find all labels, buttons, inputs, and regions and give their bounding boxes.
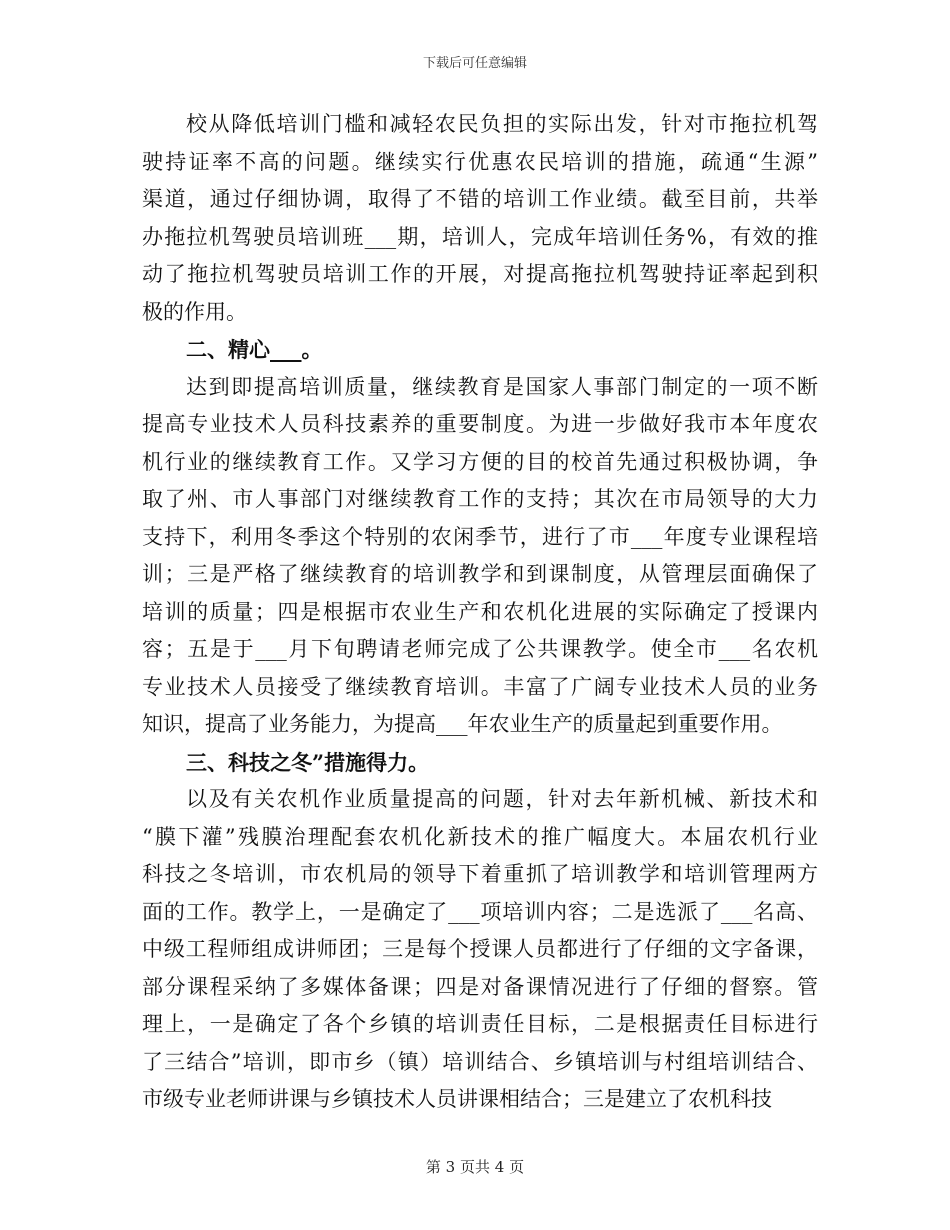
text-line: 培训的质量；四是根据市农业生产和农机化进展的实际确定了授课内 [142,599,818,624]
text-line: 取了州、市人事部门对继续教育工作的支持；其次在市局领导的大力 [142,487,818,511]
section-heading: 二、精心___。 [186,337,323,362]
text-line: 校从降低培训门槛和减轻农民负担的实际出发，针对市拖拉机驾 [186,112,818,136]
text-line: 科技之冬培训，市农机局的领导下着重抓了培训教学和培训管理两方 [142,862,818,886]
text-line: 极的作用。 [142,299,247,324]
paragraph [142,369,818,744]
text-line: 提高专业技术人员科技素养的重要制度。为进一步做好我市本年度农 [142,412,818,436]
text-line: 渠道，通过仔细协调，取得了不错的培训工作业绩。截至目前，共举 [142,187,818,211]
text-line: 驶持证率不高的问题。继续实行优惠农民培训的措施，疏通“生源” [142,149,818,174]
document-body [142,106,818,1119]
text-line: 动了拖拉机驾驶员培训工作的开展，对提高拖拉机驾驶持证率起到积 [142,262,818,286]
text-line: 市级专业老师讲课与乡镇技术人员讲课相结合；三是建立了农机科技 [142,1087,772,1111]
paragraph [142,781,818,1119]
text-line: 了三结合”培训，即市乡（镇）培训结合、乡镇培训与村组培训结合、 [142,1049,818,1074]
page-footer: 第 3 页共 4 页 [425,1158,525,1176]
text-line: 支持下，利用冬季这个特别的农闲季节，进行了市___年度专业课程培 [142,524,818,549]
text-line: 以及有关农机作业质量提高的问题，针对去年新机械、新技术和 [186,787,818,811]
text-line: 容；五是于___月下旬聘请老师完成了公共课教学。使全市___名农机 [142,637,818,661]
text-line: 理上，一是确定了各个乡镇的培训责任目标，二是根据责任目标进行 [142,1012,818,1036]
text-line: 机行业的继续教育工作。又学习方便的目的校首先通过积极协调，争 [142,449,818,474]
section-heading: 三、科技之冬”措施得力。 [186,749,430,775]
text-line: 面的工作。教学上，一是确定了___项培训内容；二是选派了___名高、 [142,899,818,924]
text-line: 达到即提高培训质量，继续教育是国家人事部门制定的一项不断 [186,374,818,399]
text-line: 部分课程采纳了多媒体备课；四是对备课情况进行了仔细的督察。管 [142,974,818,999]
text-line: 训；三是严格了继续教育的培训教学和到课制度，从管理层面确保了 [142,562,818,586]
text-line: 专业技术人员接受了继续教育培训。丰富了广阔专业技术人员的业务 [142,674,818,699]
text-line: 知识，提高了业务能力，为提高___年农业生产的质量起到重要作用。 [142,712,783,736]
text-line: 中级工程师组成讲师团；三是每个授课人员都进行了仔细的文字备课， [142,937,818,961]
text-line: “膜下灌”残膜治理配套农机化新技术的推广幅度大。本届农机行业 [142,824,818,849]
paragraph [142,106,818,331]
text-line: 办拖拉机驾驶员培训班___期，培训人，完成年培训任务%，有效的推 [142,224,818,249]
page-header: 下载后可任意编辑 [422,56,527,71]
